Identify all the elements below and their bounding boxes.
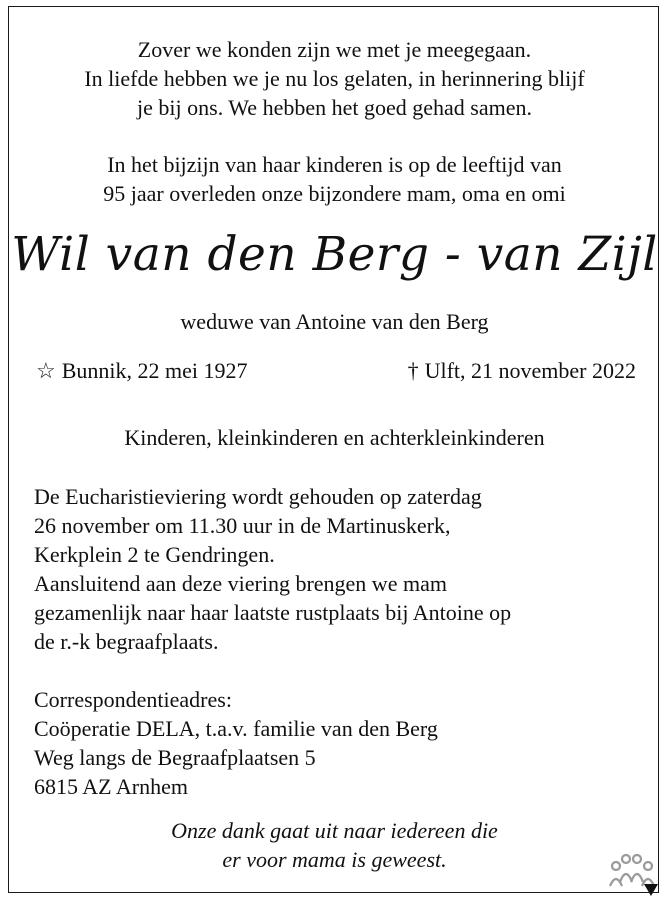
correspondence-line-1: Coöperatie DELA, t.a.v. familie van den Berg [34, 716, 438, 741]
birth-info [36, 356, 248, 385]
star-icon: ☆ [36, 358, 56, 383]
cross-icon: † [407, 358, 419, 383]
service-line-5: gezamenlijk naar haar laatste rustplaats bij Antoine op [34, 600, 512, 625]
correspondence-line-2: Weg langs de Begraafplaatsen 5 [34, 745, 316, 770]
poem-line-3: je bij ons. We hebben het goed gehad samen. [137, 95, 532, 120]
poem-line-1: Zover we konden zijn we met je meegegaan. [137, 37, 532, 62]
service-line-1: De Eucharistieviering wordt gehouden op zaterdag [34, 484, 482, 509]
thanks-line-1: Onze dank gaat uit naar iedereen die [171, 818, 498, 843]
death-info [408, 356, 636, 385]
correspondence-heading: Correspondentieadres: [34, 687, 232, 712]
correspondence-line-3: 6815 AZ Arnhem [34, 774, 188, 799]
poem-line-2: In liefde hebben we je nu los gelaten, in herinnering blijf [84, 66, 585, 91]
death-text: Ulft, 21 november 2022 [424, 358, 636, 383]
intro-line-2: 95 jaar overleden onze bijzondere mam, oma en omi [103, 181, 566, 206]
birth-text: Bunnik, 22 mei 1927 [61, 358, 248, 383]
service-line-2: 26 november om 11.30 uur in de Martinuskerk, [34, 513, 451, 538]
intro-line-1: In het bijzijn van haar kinderen is op de leeftijd van [107, 152, 562, 177]
service-line-6: de r.-k begraafplaats. [34, 629, 219, 654]
family-line: Kinderen, kleinkinderen en achterkleinkinderen [124, 425, 545, 450]
widow-of: weduwe van Antoine van den Berg [180, 309, 489, 334]
service-line-4: Aansluitend aan deze viering brengen we mam [34, 571, 447, 596]
thanks-line-2: er voor mama is geweest. [222, 847, 447, 872]
service-line-3: Kerkplein 2 te Gendringen. [34, 542, 275, 567]
deceased-name: Wil van den Berg - van Zijl [11, 227, 658, 282]
arrow-down-icon[interactable] [644, 884, 658, 896]
